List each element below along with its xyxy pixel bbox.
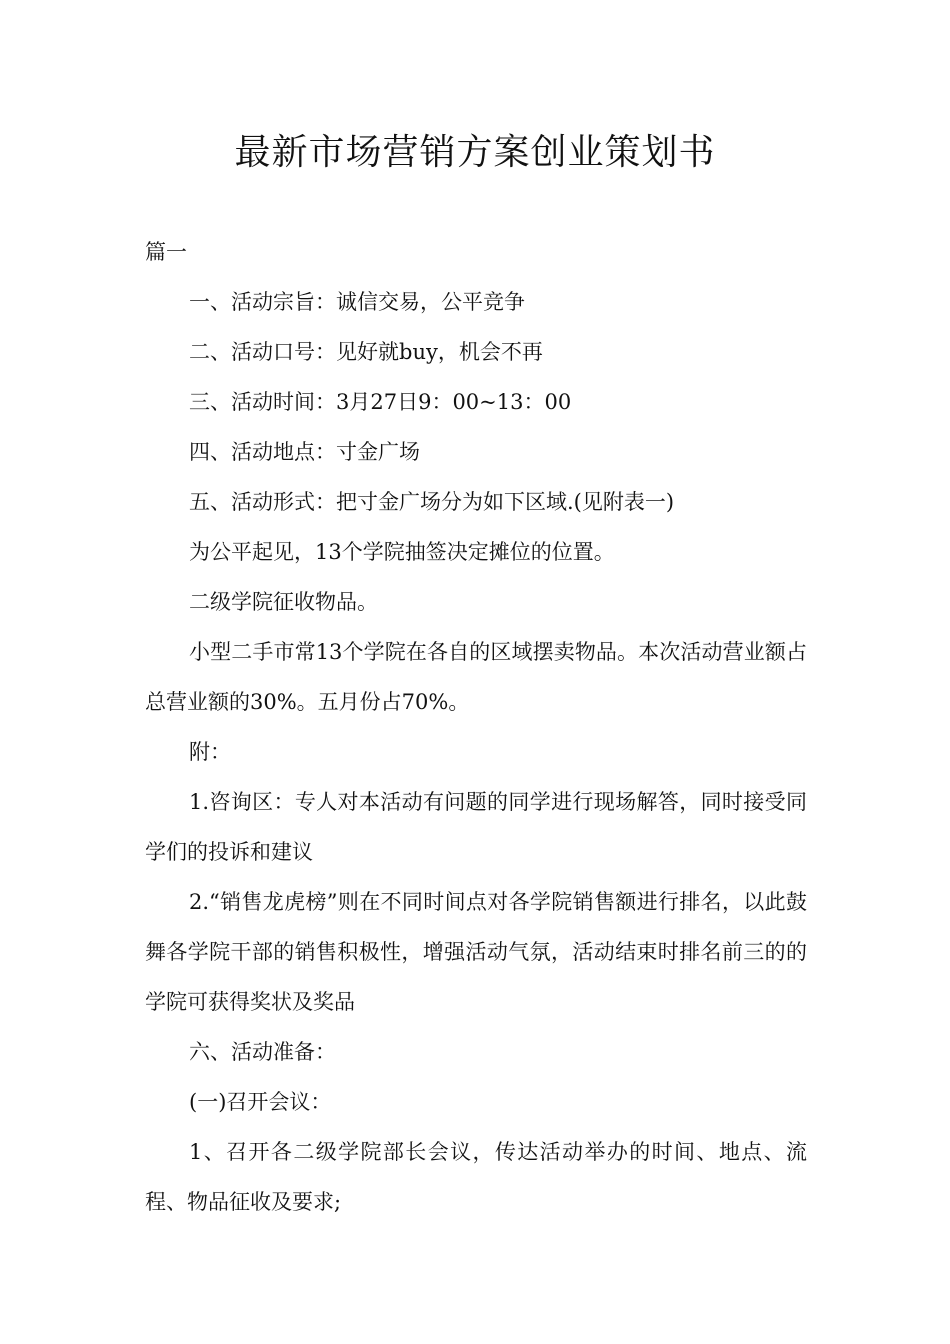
paragraph-format: 五、活动形式：把寸金广场分为如下区域.(见附表一) — [189, 490, 675, 514]
document-title: 最新市场营销方案创业策划书 — [234, 132, 716, 173]
paragraph-time: 三、活动时间：3月27日9：00~13：00 — [189, 390, 572, 414]
paragraph-purpose: 一、活动宗旨：诚信交易，公平竞争 — [189, 290, 525, 314]
paragraph-appendix: 附： — [189, 740, 231, 764]
paragraph-collection: 二级学院征收物品。 — [189, 590, 378, 614]
paragraph-location: 四、活动地点：寸金广场 — [189, 440, 420, 464]
paragraph-meeting: (一)召开会议： — [189, 1090, 332, 1114]
paragraph-consulting: 1.咨询区：专人对本活动有问题的同学进行现场解答，同时接受同学们的投诉和建议 — [145, 790, 807, 864]
section-label: 篇一 — [145, 240, 187, 264]
paragraph-market: 小型二手市常13个学院在各自的区域摆卖物品。本次活动营业额占总营业额的30%。五月份占70%。 — [145, 640, 807, 714]
paragraph-ranking: 2.“销售龙虎榜”则在不同时间点对各学院销售额进行排名，以此鼓舞各学院干部的销售积极性，增强活动气氛，活动结束时排名前三的的学院可获得奖状及奖品 — [145, 890, 807, 1014]
document-body — [145, 227, 807, 1227]
paragraph-fairness: 为公平起见，13个学院抽签决定摊位的位置。 — [189, 540, 615, 564]
paragraph-slogan: 二、活动口号：见好就buy，机会不再 — [189, 340, 543, 364]
paragraph-preparation: 六、活动准备： — [189, 1040, 336, 1064]
paragraph-meeting-item-1: 1、召开各二级学院部长会议，传达活动举办的时间、地点、流程、物品征收及要求; — [145, 1140, 807, 1214]
